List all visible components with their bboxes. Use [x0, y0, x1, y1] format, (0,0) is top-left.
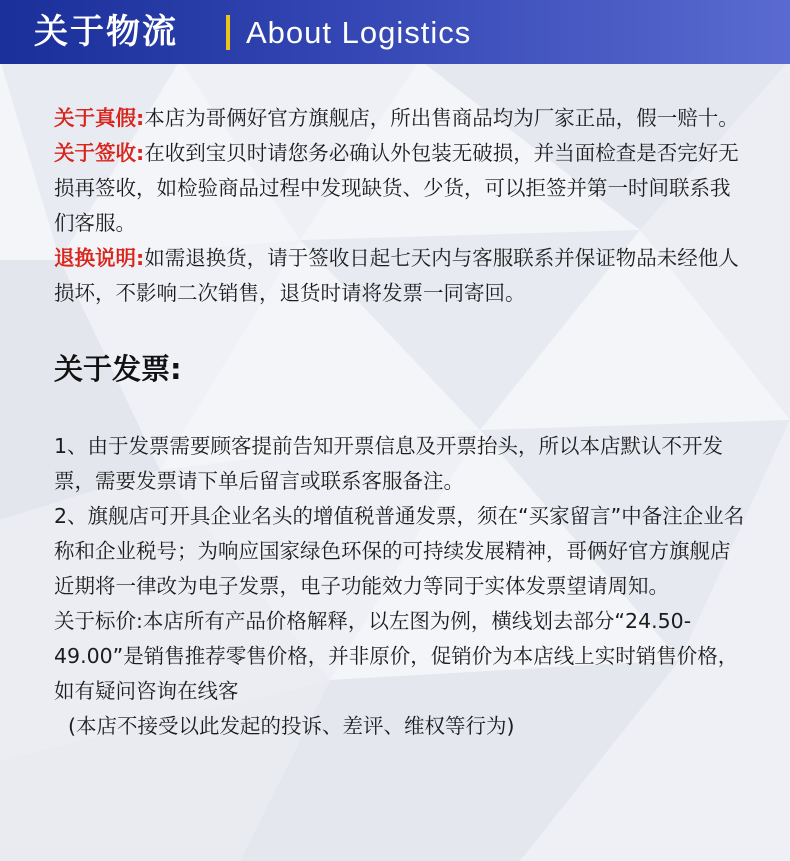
policy-label: 退换说明:: [54, 246, 145, 270]
policy-returns: [54, 241, 750, 311]
pricing-note: 关于标价:本店所有产品价格解释，以左图为例，横线划去部分“24.50-49.00”是销售推荐零售价格，并非原价，促销价为本店线上实时销售价格，如有疑问咨询在线客: [54, 609, 739, 703]
policy-text: 如需退换货，请于签收日起七天内与客服联系并保证物品未经他人损坏，不影响二次销售，退货时请将发票一同寄回。: [54, 246, 739, 305]
policy-label: 关于真假:: [54, 106, 145, 130]
invoice-item: 1、由于发票需要顾客提前告知开票信息及开票抬头，所以本店默认不开发票，需要发票请下单后留言或联系客服备注。: [54, 434, 724, 493]
invoice-section-title: 关于发票:: [54, 352, 182, 386]
policy-text: 本店为哥俩好官方旗舰店，所出售商品均为厂家正品，假一赔十。: [144, 106, 739, 130]
disclaimer-note: (本店不接受以此发起的投诉、差评、维权等行为): [68, 714, 515, 738]
policy-signing: [54, 136, 750, 241]
content-body: [54, 101, 750, 744]
header-title-cn: 关于物流: [34, 12, 178, 52]
policy-text: 在收到宝贝时请您务必确认外包装无破损，并当面检查是否完好无损再签收，如检验商品过程中发现缺货、少货，可以拒签并第一时间联系我们客服。: [54, 141, 739, 235]
header-title-en: About Logistics: [246, 15, 472, 50]
header-banner: [0, 0, 790, 64]
invoice-item: 2、旗舰店可开具企业名头的增值税普通发票，须在“买家留言”中备注企业名称和企业税号；为响应国家绿色环保的可持续发展精神，哥俩好官方旗舰店近期将一律改为电子发票，电子功能效力等同于实体发票望请周知。: [54, 504, 745, 598]
header-accent-bar: [226, 15, 230, 50]
policy-authenticity: [54, 101, 750, 136]
policy-label: 关于签收:: [54, 141, 145, 165]
